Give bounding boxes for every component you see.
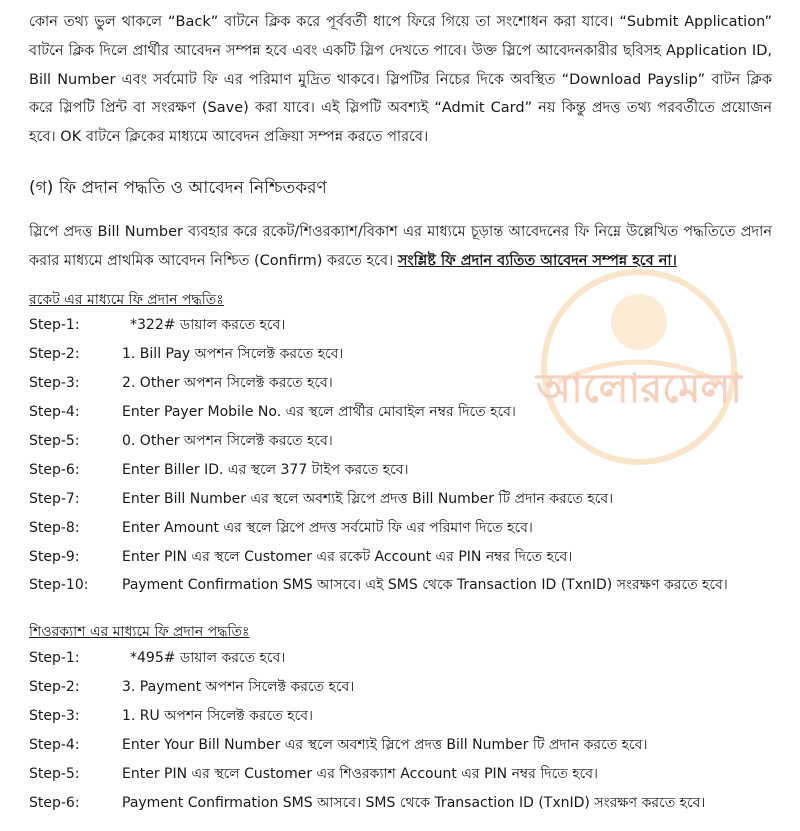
step-label: Step-1:: [29, 650, 80, 667]
step-item: [29, 369, 789, 398]
step-item: [29, 760, 789, 789]
step-item: [29, 644, 789, 673]
step-text: *495# ডায়াল করতে হবে।: [130, 650, 286, 667]
step-label: Step-4:: [29, 404, 80, 421]
step-text: Enter PIN এর স্থলে Customer এর রকেট Account এর PIN নম্বর দিতে হবে।: [122, 548, 573, 565]
step-item: [29, 484, 789, 513]
step-text: Enter Bill Number এর স্থলে অবশ্যই স্লিপে প্রদত্ত Bill Number টি প্রদান করতে হবে।: [122, 490, 614, 507]
step-item: [29, 311, 789, 340]
step-text: 2. Other অপশন সিলেক্ট করতে হবে।: [122, 375, 333, 392]
step-item: [29, 340, 789, 369]
step-text: Enter Your Bill Number এর স্থলে অবশ্যই স্লিপে প্রদত্ত Bill Number টি প্রদান করতে হবে।: [122, 737, 648, 754]
rocket-title: রকেট এর মাধ্যমে ফি প্রদান পদ্ধতিঃ: [29, 292, 224, 308]
step-label: Step-8:: [29, 519, 80, 536]
fee-paragraph-text: স্লিপে প্রদত্ত Bill Number ব্যবহার করে রকেট/শিওরক্যাশ/বিকাশ এর মাধ্যমে চূড়ান্ত আবেদনের ফি নিম্নে উল্লেখিত পদ্ধতিতে প্রদান করার মাধ্যমে প্রাথমিক আবেদন নিশ্চিত (Confirm) করতে হবে।: [29, 224, 772, 269]
step-label: Step-1:: [29, 317, 80, 334]
section-heading: (গ) ফি প্রদান পদ্ধতি ও আবেদন নিশ্চিতকরণ: [29, 178, 327, 198]
svg-text:আলোরমেলা: আলোরমেলা: [536, 366, 742, 412]
step-item: [29, 788, 789, 817]
step-text: Payment Confirmation SMS আসবে। SMS থেকে Transaction ID (TxnID) সংরক্ষণ করতে হবে।: [122, 794, 706, 811]
step-text: Enter Amount এর স্থলে স্লিপে প্রদত্ত সর্বমোট ফি এর পরিমাণ দিতে হবে।: [122, 519, 533, 536]
step-label: Step-10:: [29, 577, 89, 594]
step-text: 0. Other অপশন সিলেক্ট করতে হবে।: [122, 433, 333, 449]
surecash-steps-list: [29, 644, 789, 817]
step-item: [29, 542, 789, 571]
step-label: Step-6:: [29, 461, 80, 478]
step-label: Step-5:: [29, 766, 80, 782]
step-text: 1. RU অপশন সিলেক্ট করতে হবে।: [122, 708, 314, 725]
step-label: Step-9:: [29, 548, 80, 565]
step-item: [29, 571, 789, 600]
surecash-title: শিওরক্যাশ এর মাধ্যমে ফি প্রদান পদ্ধতিঃ: [29, 624, 250, 640]
step-text: 1. Bill Pay অপশন সিলেক্ট করতে হবে।: [122, 346, 344, 363]
step-text: Enter Biller ID. এর স্থলে 377 টাইপ করতে হবে।: [122, 461, 409, 478]
step-label: Step-3:: [29, 708, 80, 725]
step-label: Step-7:: [29, 490, 80, 507]
step-label: Step-4:: [29, 737, 80, 754]
step-label: Step-5:: [29, 433, 80, 449]
intro-paragraph: কোন তথ্য ভুল থাকলে “Back” বাটনে ক্লিক করে পূর্ববর্তী ধাপে ফিরে গিয়ে তা সংশোধন করা যাবে। “Submit Application” বাটনে ক্লিক দিলে প্রার্থীর আবেদন সম্পন্ন হবে এবং একটি স্লিপ দেখতে পাবে। উক্ত স্লিপে আবেদনকারীর ছবিসহ Application ID, Bill Number এবং সর্বমোট ফি এর পরিমাণ মুদ্রিত থাকবে। স্লিপটির নিচের দিকে অবস্থিত “Download Payslip” বাটন ক্লিক করে স্লিপটি প্রিন্ট বা সংরক্ষণ (Save) করা যাবে। এই স্লিপটি অবশ্যই “Admit Card” নয় কিন্তু প্রদত্ত তথ্য পরবর্তীতে প্রয়োজন হবে। OK বাটনে ক্লিকের মাধ্যমে আবেদন প্রক্রিয়া সম্পন্ন করতে পারবে।: [29, 14, 772, 146]
step-item: [29, 731, 789, 760]
step-text: Enter Payer Mobile No. এর স্থলে প্রার্থীর মোবাইল নম্বর দিতে হবে।: [122, 404, 516, 421]
step-label: Step-3:: [29, 375, 80, 392]
step-item: [29, 427, 789, 456]
step-item: [29, 513, 789, 542]
step-text: *322# ডায়াল করতে হবে।: [130, 317, 286, 334]
step-item: [29, 398, 789, 427]
step-text: Payment Confirmation SMS আসবে। এই SMS থেকে Transaction ID (TxnID) সংরক্ষণ করতে হবে।: [122, 577, 728, 594]
step-text: 3. Payment অপশন সিলেক্ট করতে হবে।: [122, 679, 355, 696]
step-item: [29, 455, 789, 484]
fee-paragraph: [29, 218, 772, 275]
step-label: Step-2:: [29, 346, 80, 363]
step-item: [29, 702, 789, 731]
step-text: Enter PIN এর স্থলে Customer এর শিওরক্যাশ Account এর PIN নম্বর দিতে হবে।: [122, 766, 599, 782]
fee-paragraph-emphasis: সংশ্লিষ্ট ফি প্রদান ব্যতিত আবেদন সম্পন্ন হবে না।: [397, 252, 677, 269]
step-item: [29, 673, 789, 702]
step-label: Step-6:: [29, 794, 80, 811]
rocket-steps-list: [29, 311, 789, 600]
step-label: Step-2:: [29, 679, 80, 696]
